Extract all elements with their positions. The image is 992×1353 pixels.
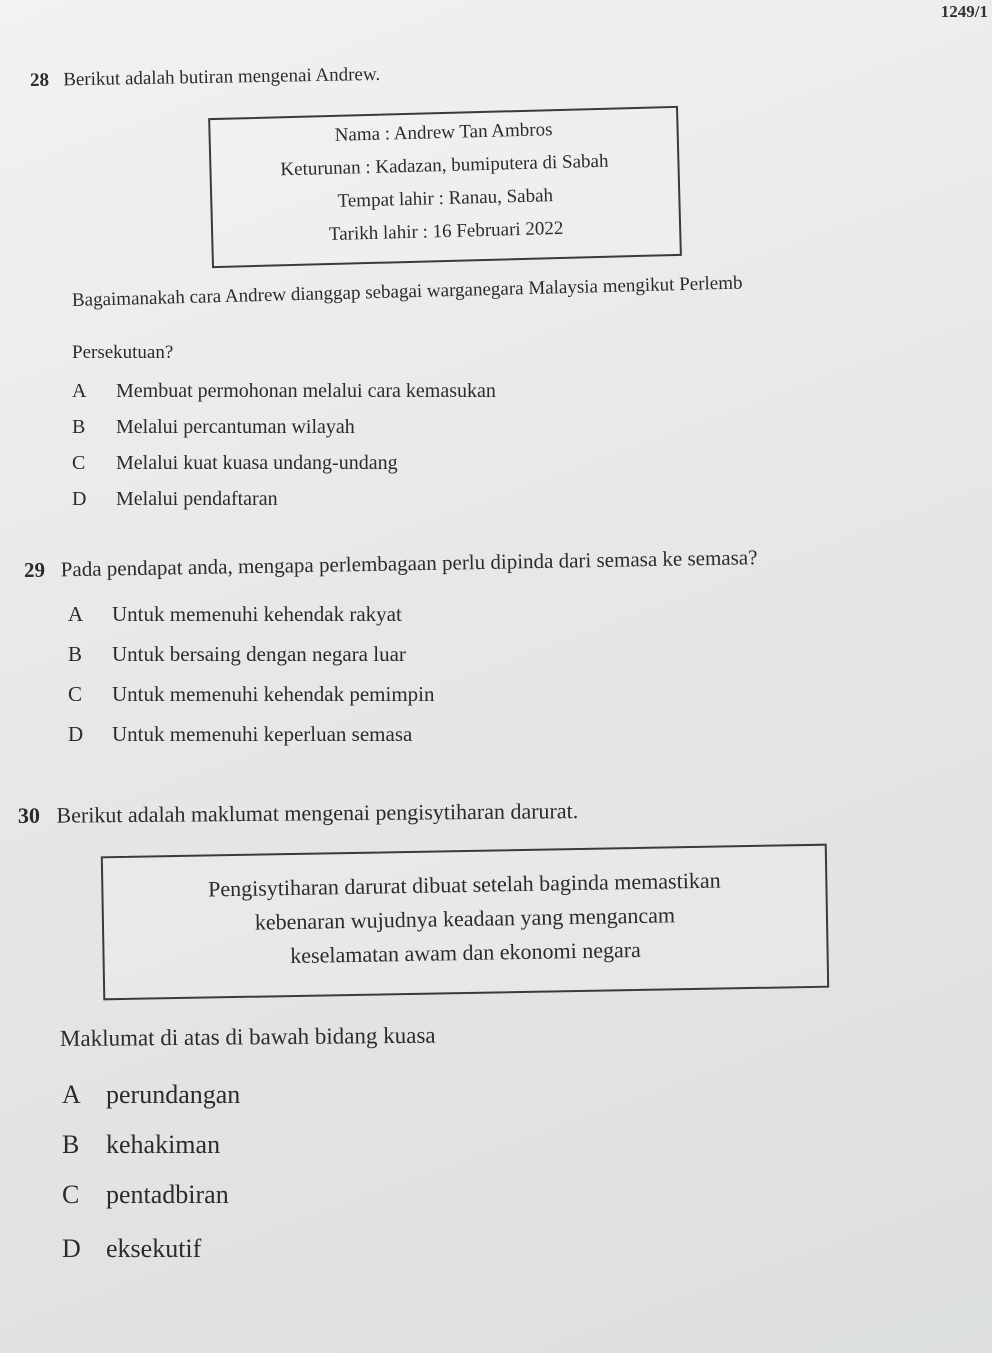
option-letter: C <box>72 452 86 474</box>
question-28-prompt-line1: Bagaimanakah cara Andrew dianggap sebagai warganegara Malaysia mengikut Perlemb <box>71 272 743 311</box>
question-28-stem <box>30 64 381 92</box>
option-text: Membuat permohonan melalui cara kemasukan <box>116 380 496 402</box>
question-number: 28 <box>29 69 50 91</box>
option-text: Untuk memenuhi keperluan semasa <box>112 722 413 746</box>
option-letter: B <box>72 416 86 438</box>
option-text: eksekutif <box>106 1234 202 1263</box>
option-29-a[interactable] <box>68 602 402 627</box>
info-box-andrew <box>208 106 682 268</box>
box-line-ancestry: Keturunan : Kadazan, bumiputera di Sabah <box>280 150 609 181</box>
option-letter: A <box>68 602 84 626</box>
question-stem-text: Berikut adalah maklumat mengenai pengisytiharan darurat. <box>56 798 579 828</box>
option-29-b[interactable] <box>68 642 406 667</box>
option-letter: A <box>72 380 87 402</box>
question-28-prompt-line2: Persekutuan? <box>72 342 174 363</box>
question-stem-text: Pada pendapat anda, mengapa perlembagaan perlu dipinda dari semasa ke semasa? <box>60 545 758 582</box>
option-text: Melalui pendaftaran <box>116 488 278 510</box>
option-28-d[interactable] <box>72 488 278 511</box>
box-line-name: Nama : Andrew Tan Ambros <box>334 119 553 146</box>
question-30-stem <box>18 798 578 829</box>
option-letter: D <box>72 488 87 510</box>
option-30-d[interactable] <box>62 1234 201 1264</box>
option-text: Melalui percantuman wilayah <box>116 416 355 438</box>
box-line-2: kebenaran wujudnya keadaan yang mengancam <box>254 902 676 935</box>
option-text: pentadbiran <box>106 1180 229 1209</box>
page-code: 1249/1 <box>940 2 988 21</box>
box-line-1: Pengisytiharan darurat dibuat setelah baginda memastikan <box>207 867 721 902</box>
box-line-birthplace: Tempat lahir : Ranau, Sabah <box>337 185 554 212</box>
info-box-emergency <box>101 844 829 1001</box>
question-number: 30 <box>17 802 41 828</box>
question-30-prompt: Maklumat di atas di bawah bidang kuasa <box>59 1022 436 1051</box>
option-text: Untuk memenuhi kehendak pemimpin <box>112 682 435 706</box>
option-letter: C <box>68 682 83 706</box>
option-30-a[interactable] <box>62 1080 240 1110</box>
option-text: Untuk bersaing dengan negara luar <box>112 642 406 666</box>
option-letter: B <box>62 1130 80 1159</box>
option-letter: A <box>62 1080 81 1109</box>
option-28-c[interactable] <box>72 452 398 475</box>
question-stem-text: Berikut adalah butiran mengenai Andrew. <box>63 63 381 91</box>
option-text: Melalui kuat kuasa undang-undang <box>116 452 398 474</box>
option-29-d[interactable] <box>68 722 412 747</box>
option-29-c[interactable] <box>68 682 435 707</box>
question-29-stem <box>24 545 758 583</box>
box-line-birthdate: Tarikh lahir : 16 Februari 2022 <box>328 217 564 246</box>
option-text: perundangan <box>106 1080 241 1109</box>
question-number: 29 <box>23 557 46 582</box>
box-line-3: keselamatan awam dan ekonomi negara <box>290 936 642 969</box>
option-letter: C <box>62 1180 80 1209</box>
option-28-a[interactable] <box>72 380 496 403</box>
option-text: Untuk memenuhi kehendak rakyat <box>112 602 402 626</box>
option-letter: D <box>68 722 84 746</box>
option-letter: B <box>68 642 83 666</box>
option-30-c[interactable] <box>62 1180 229 1210</box>
option-text: kehakiman <box>106 1130 221 1159</box>
option-letter: D <box>62 1234 81 1263</box>
option-28-b[interactable] <box>72 416 355 439</box>
option-30-b[interactable] <box>62 1130 220 1160</box>
